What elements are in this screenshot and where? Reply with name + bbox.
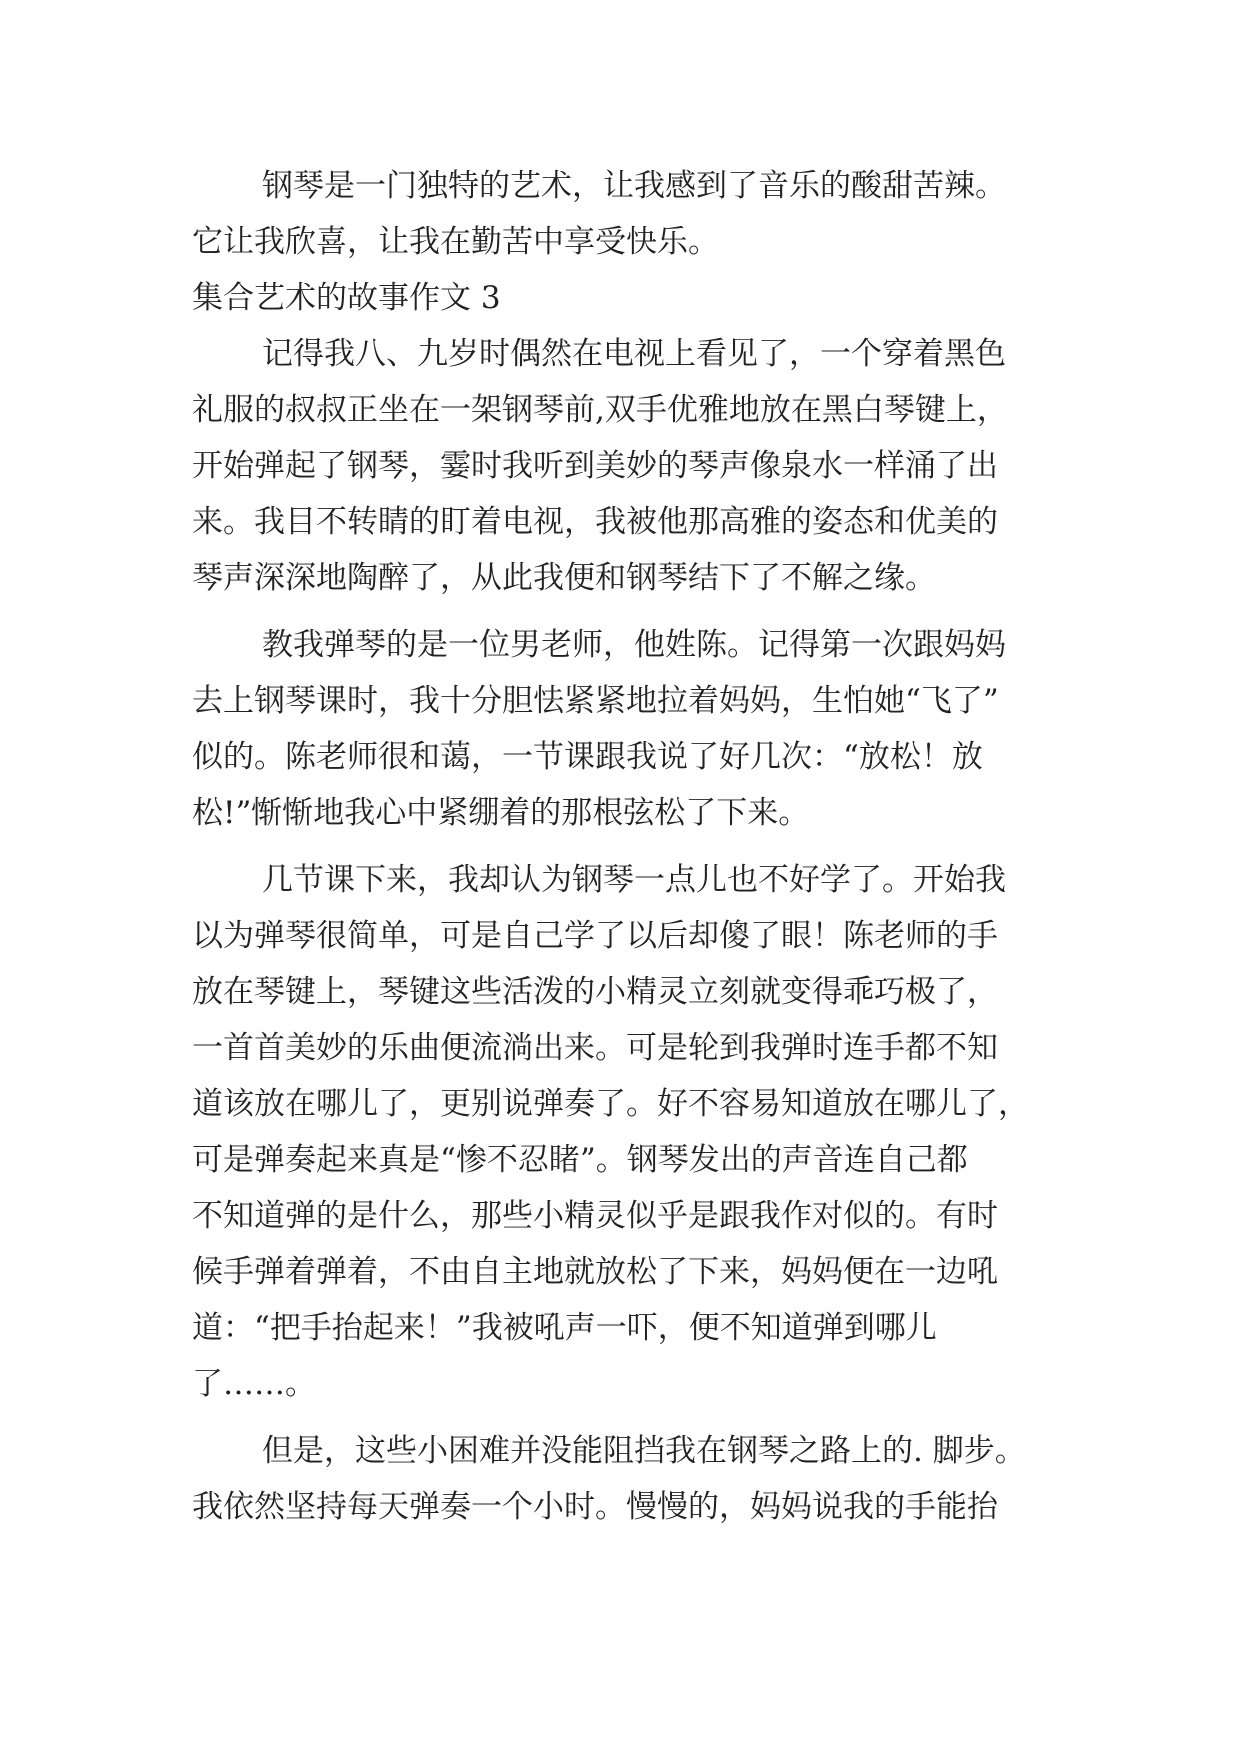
text-line: 了……。 (192, 1366, 316, 1402)
text-line: 道该放在哪儿了，更别说弹奏了。好不容易知道放在哪儿了， (192, 1086, 1029, 1122)
text-line: 松!”惭惭地我心中紧绷着的那根弦松了下来。 (192, 795, 810, 831)
text-line: 礼服的叔叔正坐在一架钢琴前,双手优雅地放在黑白琴键上， (192, 392, 1008, 428)
text-line: 但是，这些小困难并没能阻挡我在钢琴之路上的. 脚步。 (262, 1433, 1026, 1469)
text-line: 一首首美妙的乐曲便流淌出来。可是轮到我弹时连手都不知 (192, 1030, 998, 1066)
text-line: 可是弹奏起来真是“惨不忍睹”。钢琴发出的声音连自己都 (192, 1142, 968, 1178)
text-line: 候手弹着弹着，不由自主地就放松了下来，妈妈便在一边吼 (192, 1254, 998, 1290)
text-line: 琴声深深地陶醉了，从此我便和钢琴结下了不解之缘。 (192, 560, 936, 596)
text-line: 几节课下来，我却认为钢琴一点儿也不好学了。开始我 (262, 862, 1006, 898)
text-line: 去上钢琴课时，我十分胆怯紧紧地拉着妈妈，生怕她“飞了” (192, 683, 999, 719)
section-heading: 集合艺术的故事作文 3 (192, 280, 501, 316)
text-line: 钢琴是一门独特的艺术，让我感到了音乐的酸甜苦辣。 (262, 168, 1006, 204)
text-line: 它让我欣喜，让我在勤苦中享受快乐。 (192, 224, 719, 260)
text-line: 道：“把手抬起来！”我被吼声一吓，便不知道弹到哪儿 (192, 1310, 937, 1346)
text-line: 开始弹起了钢琴，霎时我听到美妙的琴声像泉水一样涌了出 (192, 448, 998, 484)
essay-body (192, 158, 1072, 1535)
text-line: 教我弹琴的是一位男老师，他姓陈。记得第一次跟妈妈 (262, 627, 1006, 663)
text-line: 来。我目不转睛的盯着电视，我被他那高雅的姿态和优美的 (192, 504, 998, 540)
text-line: 以为弹琴很简单，可是自己学了以后却傻了眼！陈老师的手 (192, 918, 998, 954)
text-line: 我依然坚持每天弹奏一个小时。慢慢的，妈妈说我的手能抬 (192, 1489, 998, 1525)
text-line: 不知道弹的是什么，那些小精灵似乎是跟我作对似的。有时 (192, 1198, 998, 1234)
text-line: 似的。陈老师很和蔼，一节课跟我说了好几次：“放松！放 (192, 739, 983, 775)
text-line: 放在琴键上，琴键这些活泼的小精灵立刻就变得乖巧极了， (192, 974, 998, 1010)
text-line: 记得我八、九岁时偶然在电视上看见了，一个穿着黑色 (262, 336, 1006, 372)
